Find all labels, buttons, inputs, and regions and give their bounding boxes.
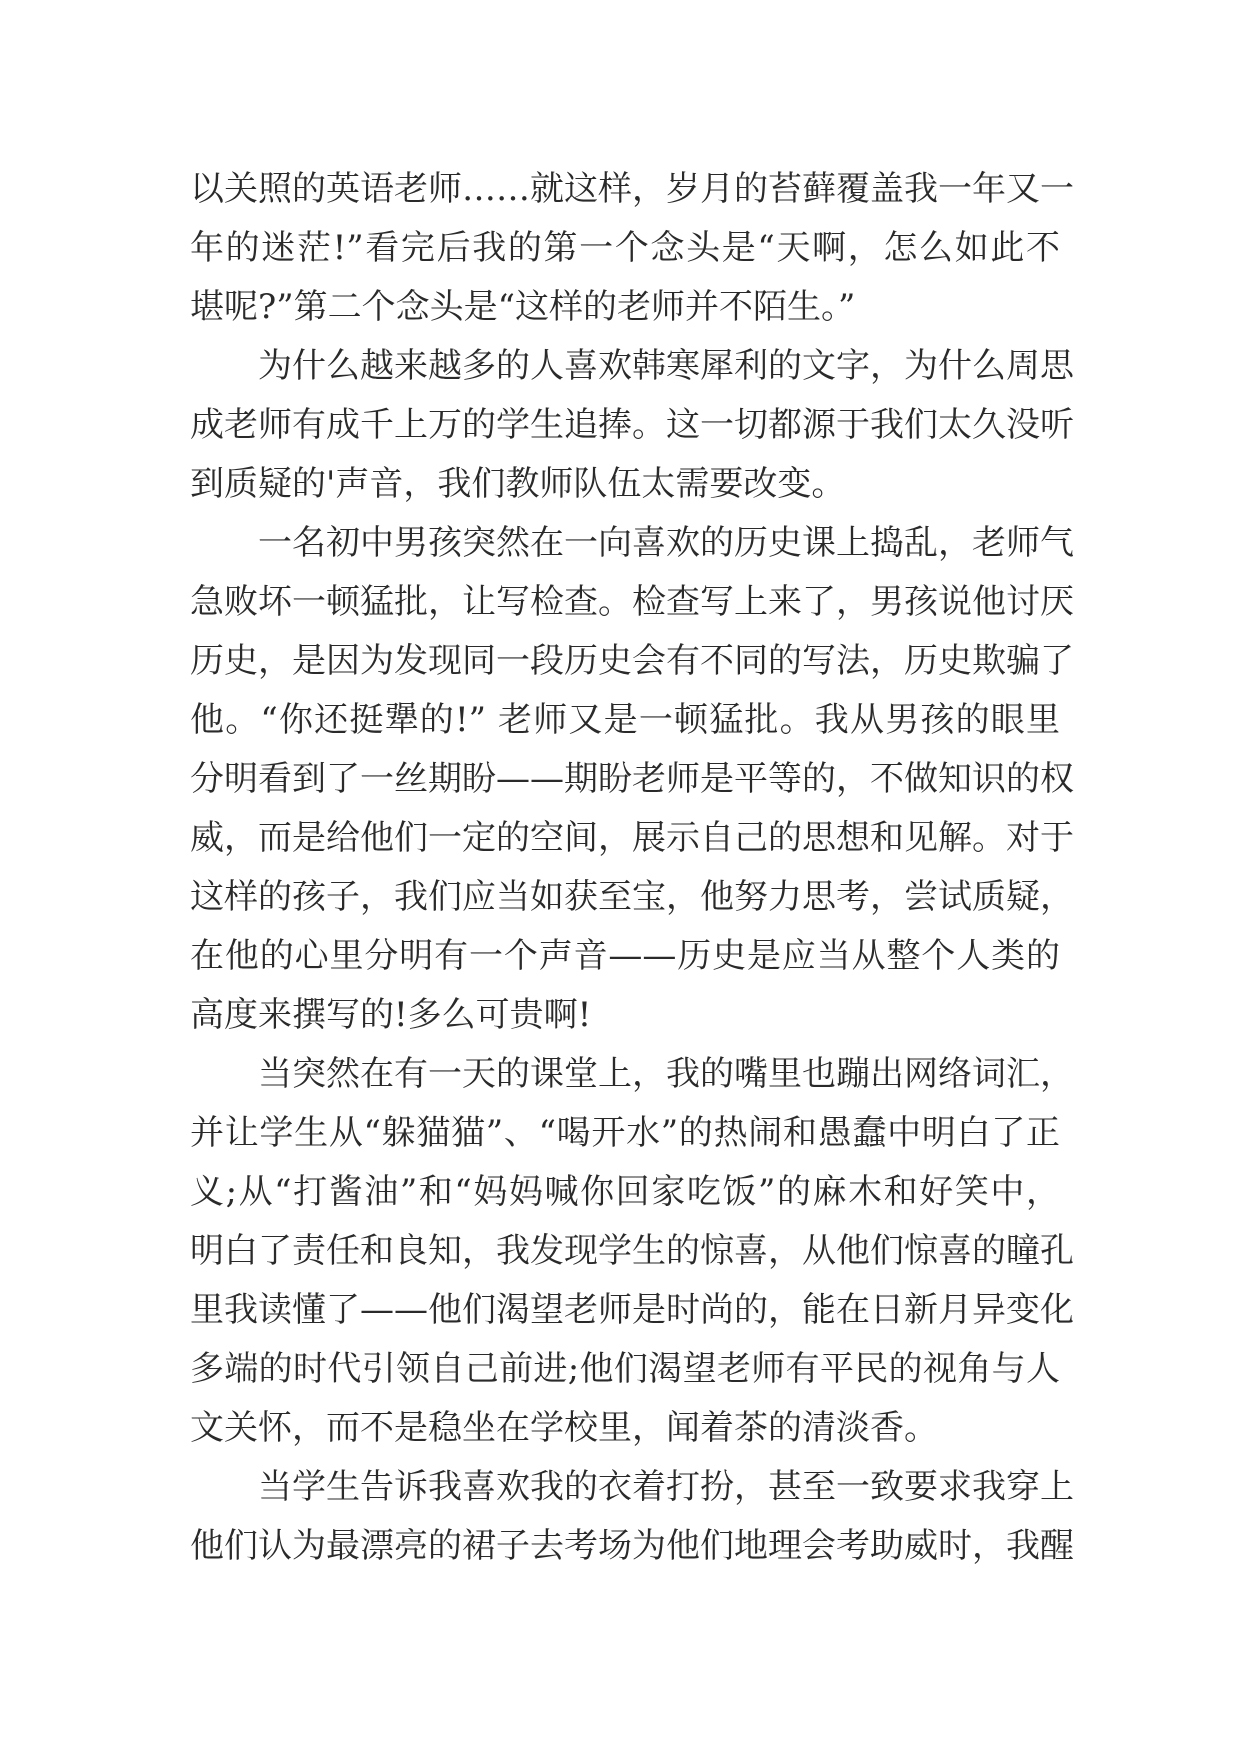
paragraph-1 — [190, 160, 1074, 337]
text-line: 这样的孩子，我们应当如获至宝，他努力思考，尝试质疑， — [190, 877, 1074, 917]
text-line: 以关照的英语老师……就这样，岁月的苔藓覆盖我一年又一 — [190, 169, 1074, 209]
text-line: 急败坏一顿猛批，让写检查。检查写上来了，男孩说他讨厌 — [190, 582, 1074, 622]
text-line: 为什么越来越多的人喜欢韩寒犀利的文字，为什么周思 — [258, 346, 1074, 386]
paragraph-2 — [190, 337, 1074, 514]
text-line: 堪呢?”第二个念头是“这样的老师并不陌生。” — [190, 287, 856, 327]
text-line: 成老师有成千上万的学生追捧。这一切都源于我们太久没听 — [190, 405, 1074, 445]
text-line: 当学生告诉我喜欢我的衣着打扮，甚至一致要求我穿上 — [258, 1467, 1074, 1507]
paragraph-5 — [190, 1458, 1074, 1576]
text-line: 历史，是因为发现同一段历史会有不同的写法，历史欺骗了 — [190, 641, 1074, 681]
text-line: 并让学生从“躲猫猫”、“喝开水”的热闹和愚蠢中明白了正 — [190, 1113, 1060, 1153]
text-line: 分明看到了一丝期盼——期盼老师是平等的，不做知识的权 — [190, 759, 1074, 799]
text-line: 他。“你还挺犟的!” 老师又是一顿猛批。我从男孩的眼里 — [190, 700, 1060, 740]
text-line: 里我读懂了——他们渴望老师是时尚的，能在日新月异变化 — [190, 1290, 1074, 1330]
text-line: 在他的心里分明有一个声音——历史是应当从整个人类的 — [190, 936, 1060, 976]
text-line: 威，而是给他们一定的空间，展示自己的思想和见解。对于 — [190, 818, 1074, 858]
document-body — [190, 160, 1074, 1576]
text-line: 他们认为最漂亮的裙子去考场为他们地理会考助威时，我醒 — [190, 1526, 1074, 1566]
text-line: 当突然在有一天的课堂上，我的嘴里也蹦出网络词汇， — [258, 1054, 1074, 1094]
text-line: 义;从“打酱油”和“妈妈喊你回家吃饭”的麻木和好笑中， — [190, 1172, 1060, 1212]
text-line: 到质疑的'声音，我们教师队伍太需要改变。 — [190, 464, 846, 504]
text-line: 高度来撰写的!多么可贵啊! — [190, 995, 592, 1035]
text-line: 多端的时代引领自己前进;他们渴望老师有平民的视角与人 — [190, 1349, 1061, 1389]
paragraph-3 — [190, 514, 1074, 1045]
text-line: 明白了责任和良知，我发现学生的惊喜，从他们惊喜的瞳孔 — [190, 1231, 1074, 1271]
paragraph-4 — [190, 1045, 1074, 1458]
text-line: 年的迷茫!”看完后我的第一个念头是“天啊，怎么如此不 — [190, 228, 1060, 268]
text-line: 一名初中男孩突然在一向喜欢的历史课上捣乱，老师气 — [258, 523, 1074, 563]
text-line: 文关怀，而不是稳坐在学校里，闻着茶的清淡香。 — [190, 1408, 938, 1448]
